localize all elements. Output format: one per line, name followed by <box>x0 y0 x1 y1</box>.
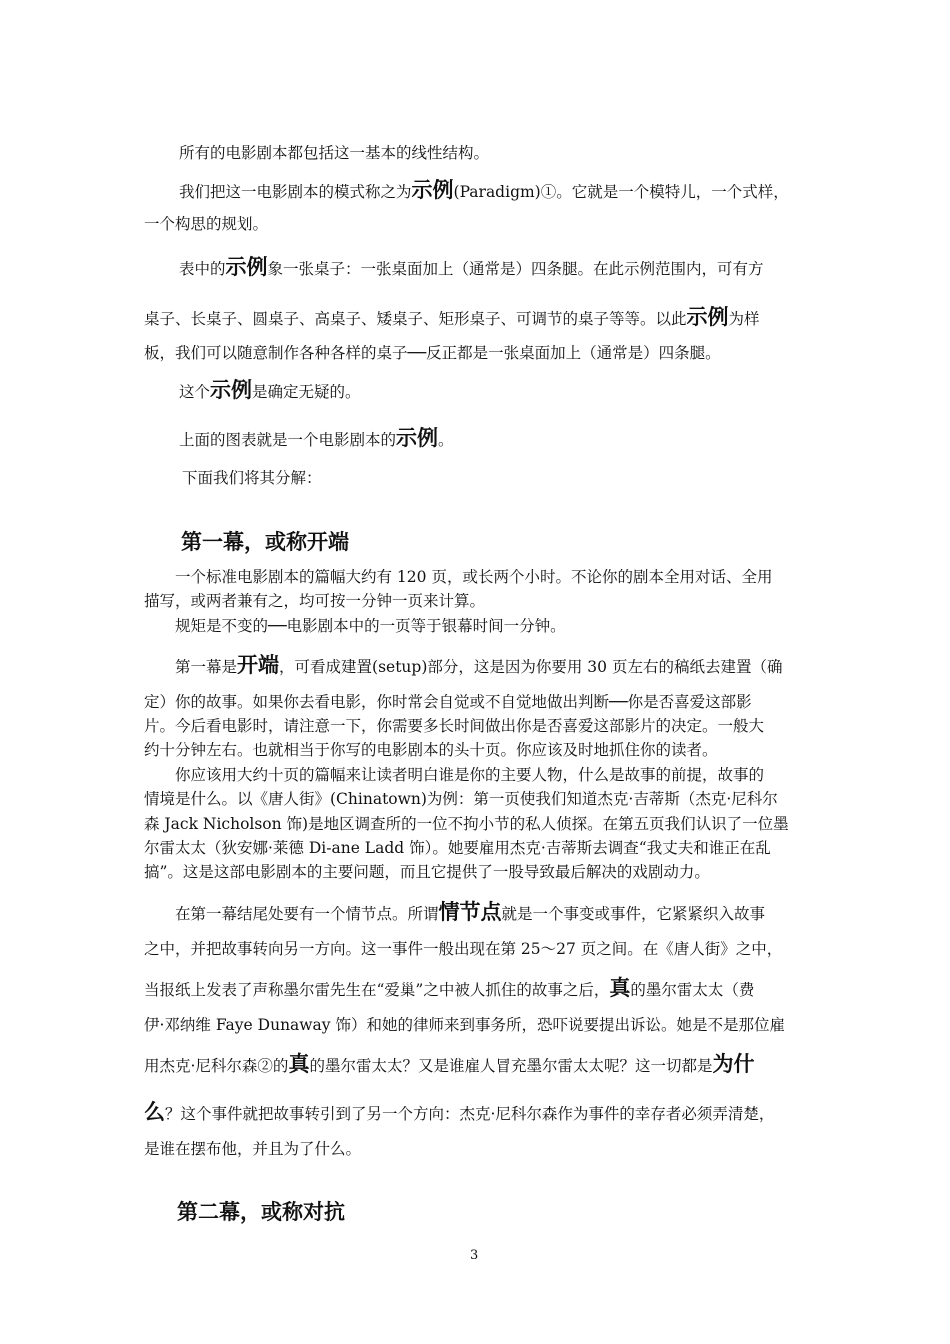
paragraph-line: 在第一幕结尾处要有一个情节点。所谓情节点就是一个事变或事件，它紧紧织入故事 <box>175 899 766 924</box>
paragraph-line: 约十分钟左右。也就相当于你写的电影剧本的头十页。你应该及时地抓住你的读者。 <box>144 741 718 759</box>
paragraph-line: 当报纸上发表了声称墨尔雷先生在“爱巢”之中被人抓住的故事之后，真的墨尔雷太太（费 <box>144 975 755 1000</box>
emphasis-term: 为什 <box>712 1051 755 1076</box>
paragraph-line: 一个标准电影剧本的篇幅大约有 120 页，或长两个小时。不论你的剧本全用对话、全用 <box>175 568 773 586</box>
paragraph-line: 规矩是不变的──电影剧本中的一页等于银幕时间一分钟。 <box>175 617 566 635</box>
emphasis-term: 情节点 <box>438 899 502 924</box>
section-heading: 第二幕，或称对抗 <box>177 1199 345 1224</box>
paragraph-line: 是谁在摆布他，并且为了什么。 <box>144 1140 362 1158</box>
paragraph-line: 上面的图表就是一个电影剧本的示例。 <box>179 425 454 450</box>
paragraph-line: 下面我们将其分解： <box>182 469 322 487</box>
paragraph-line: 定）你的故事。如果你去看电影，你时常会自觉或不自觉地做出判断──你是否喜爱这部影 <box>144 693 752 711</box>
emphasis-term: 么 <box>144 1099 165 1124</box>
page-number: 3 <box>470 1248 479 1263</box>
paragraph-line: 么？这个事件就把故事转引到了另一个方向：杰克·尼科尔森作为事件的幸存者必须弄清楚， <box>144 1099 775 1124</box>
paragraph-line: 伊·邓纳维 Faye Dunaway 饰）和她的律师来到事务所，恐吓说要提出诉讼。她是不是那位雇 <box>144 1016 785 1034</box>
emphasis-term: 真 <box>288 1051 310 1076</box>
paragraph-line: 我们把这一电影剧本的模式称之为示例(Paradigm)①。它就是一个模特儿，一个式样， <box>179 177 789 202</box>
paragraph-line: 一个构思的规划。 <box>144 215 269 233</box>
emphasis-term: 开端 <box>237 652 280 677</box>
paragraph-line: 这个示例是确定无疑的。 <box>179 377 361 402</box>
emphasis-term: 示例 <box>411 177 454 202</box>
emphasis-term: 示例 <box>210 377 253 402</box>
emphasis-term: 示例 <box>396 425 439 450</box>
emphasis-term: 真 <box>609 975 631 1000</box>
paragraph-line: 情境是什么。以《唐人街》(Chinatown)为例：第一页使我们知道杰克·吉蒂斯（杰克·尼科尔 <box>144 790 778 808</box>
section-heading: 第一幕，或称开端 <box>181 529 349 554</box>
paragraph-line: 用杰克·尼科尔森②的真的墨尔雷太太？又是谁雇人冒充墨尔雷太太呢？这一切都是为什 <box>144 1051 755 1076</box>
paragraph-line: 你应该用大约十页的篇幅来让读者明白谁是你的主要人物，什么是故事的前提，故事的 <box>175 766 765 784</box>
emphasis-term: 示例 <box>225 254 268 279</box>
paragraph-line: 表中的示例象一张桌子：一张桌面加上（通常是）四条腿。在此示例范围内，可有方 <box>179 254 764 279</box>
paragraph-line: 描写，或两者兼有之，均可按一分钟一页来计算。 <box>144 592 486 610</box>
paragraph-line: 尔雷太太（狄安娜·莱德 Di-ane Ladd 饰）。她要雇用杰克·吉蒂斯去调查“我丈夫和谁正在乱 <box>144 839 771 857</box>
paragraph-line: 森 Jack Nicholson 饰)是地区调查所的一位不拘小节的私人侦探。在第五页我们认识了一位墨 <box>144 815 789 833</box>
emphasis-term: 示例 <box>686 304 729 329</box>
paragraph-line: 搞”。这是这部电影剧本的主要问题，而且它提供了一股导致最后解决的戏剧动力。 <box>144 863 710 881</box>
paragraph-line: 桌子、长桌子、圆桌子、高桌子、矮桌子、矩形桌子、可调节的桌子等等。以此示例为样 <box>144 304 760 329</box>
paragraph-line: 之中，并把故事转向另一方向。这一事件一般出现在第 25～27 页之间。在《唐人街》之中， <box>144 940 783 958</box>
paragraph-line: 第一幕是开端，可看成建置(setup)部分，这是因为你要用 30 页左右的稿纸去建置（确 <box>175 652 783 677</box>
paragraph-line: 片。今后看电影时，请注意一下，你需要多长时间做出你是否喜爱这部影片的决定。一般大 <box>144 717 765 735</box>
paragraph-line: 板，我们可以随意制作各种各样的桌子──反正都是一张桌面加上（通常是）四条腿。 <box>144 344 721 362</box>
paragraph-line: 所有的电影剧本都包括这一基本的线性结构。 <box>179 144 490 162</box>
